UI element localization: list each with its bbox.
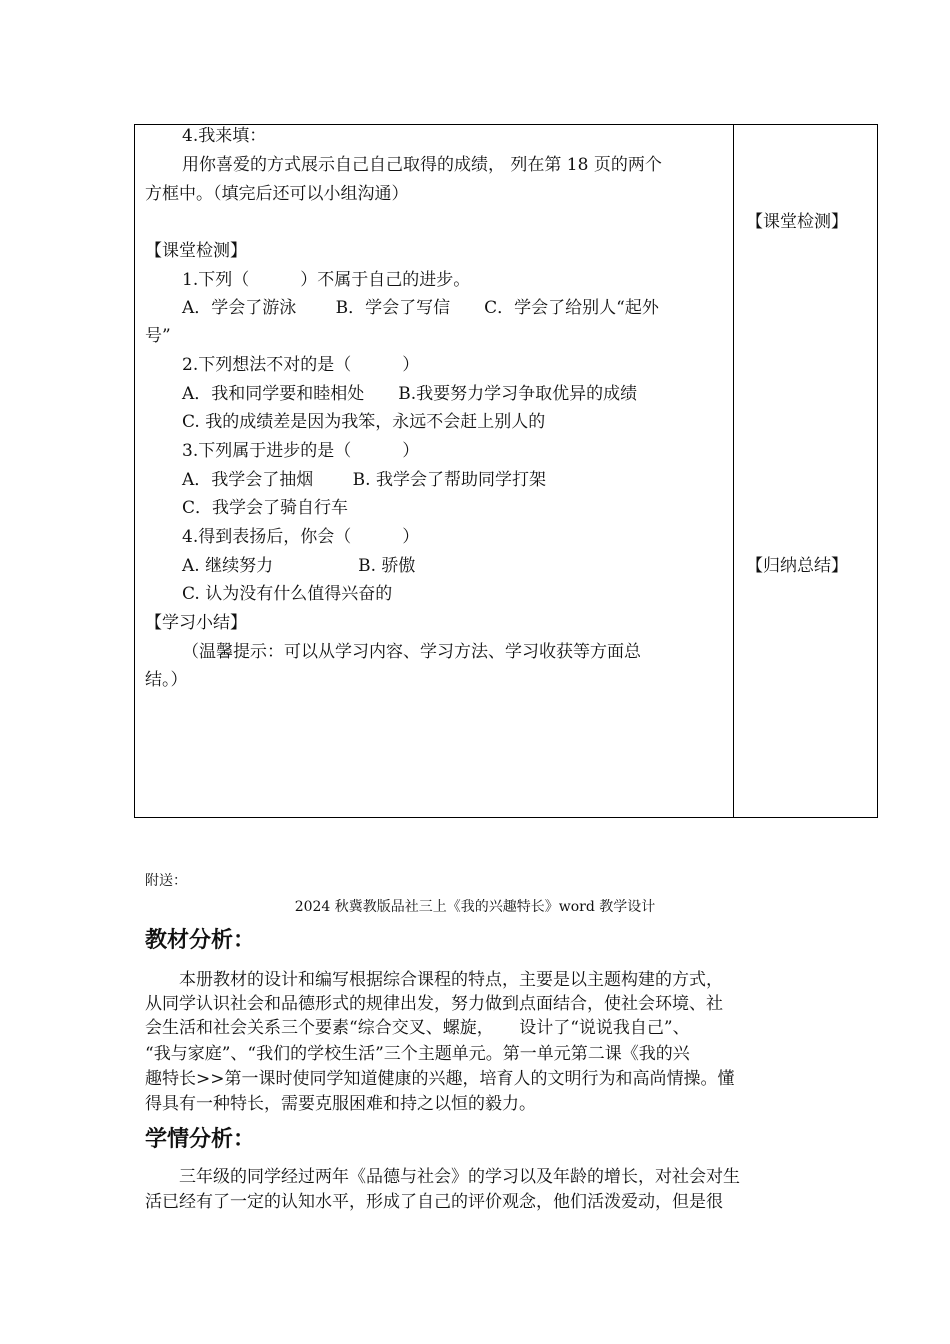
summary-hint-cont: 结。） [145, 670, 188, 690]
question-2: 2.下列想法不对的是（ ） [182, 355, 420, 375]
question-1-options-cont: 号” [145, 326, 171, 346]
question-3-options-ab: A．我学会了抽烟 B. 我学会了帮助同学打架 [182, 470, 546, 490]
paragraph-line: 本册教材的设计和编写根据综合课程的特点，主要是以主题构建的方式， [145, 970, 723, 990]
side-label-classroom-test: 【课堂检测】 [746, 212, 848, 232]
section-heading-classroom-test: 【课堂检测】 [145, 241, 247, 261]
question-4-option-c: C. 认为没有什么值得兴奋的 [182, 584, 393, 604]
table-line: 方框中。（填完后还可以小组沟通） [145, 184, 409, 204]
heading-textbook-analysis: 教材分析： [145, 928, 256, 953]
table-line: 4.我来填： [182, 126, 267, 146]
section-heading-summary: 【学习小结】 [145, 613, 247, 633]
heading-student-analysis: 学情分析： [145, 1127, 256, 1152]
question-4-options-ab: A. 继续努力 B. 骄傲 [182, 556, 416, 576]
summary-hint: （温馨提示：可以从学习内容、学习方法、学习收获等方面总 [182, 642, 641, 662]
table-line: 用你喜爱的方式展示自己自己取得的成绩， 列在第 18 页的两个 [182, 155, 662, 175]
question-3: 3.下列属于进步的是（ ） [182, 441, 420, 461]
paragraph-line: 趣特长>>第一课时使同学知道健康的兴趣，培育人的文明行为和高尚情操。懂 [145, 1069, 735, 1089]
paragraph-line: “我与家庭”、“我们的学校生活”三个主题单元。第一单元第二课《我的兴 [145, 1044, 690, 1064]
side-label-summary: 【归纳总结】 [746, 556, 848, 576]
paragraph-line: 活已经有了一定的认知水平，形成了自己的评价观念，他们活泼爱动，但是很 [145, 1192, 723, 1212]
paragraph-line: 三年级的同学经过两年《品德与社会》的学习以及年龄的增长，对社会对生 [145, 1167, 740, 1187]
question-3-option-c: C．我学会了骑自行车 [182, 498, 349, 518]
question-2-option-c: C. 我的成绩差是因为我笨，永远不会赶上别人的 [182, 412, 546, 432]
paragraph-line: 会生活和社会关系三个要素“综合交叉、螺旋， 设计了“说说我自己”、 [145, 1018, 690, 1038]
appendix-title: 2024 秋冀教版品社三上《我的兴趣特长》word 教学设计 [294, 899, 656, 915]
paragraph-line: 从同学认识社会和品德形式的规律出发，努力做到点面结合，使社会环境、社 [145, 994, 723, 1014]
question-1-options: A．学会了游泳 B．学会了写信 C．学会了给别人“起外 [182, 298, 659, 318]
question-4: 4.得到表扬后，你会（ ） [182, 527, 420, 547]
paragraph-line: 得具有一种特长，需要克服困难和持之以恒的毅力。 [145, 1094, 536, 1114]
question-2-options-ab: A．我和同学要和睦相处 B.我要努力学习争取优异的成绩 [182, 384, 638, 404]
table-column-divider [733, 124, 734, 818]
appendix-label: 附送： [145, 873, 187, 889]
question-1: 1.下列（ ）不属于自己的进步。 [182, 270, 471, 290]
